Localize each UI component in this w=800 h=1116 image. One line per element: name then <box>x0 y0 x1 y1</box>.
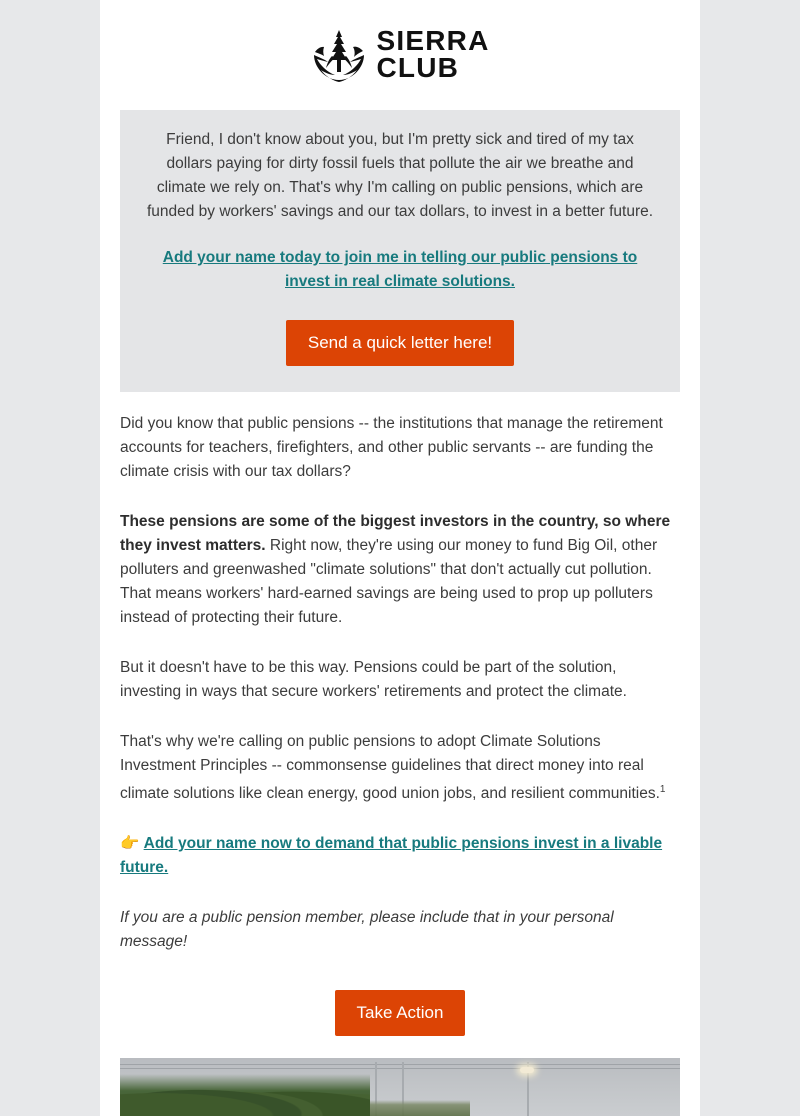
email-body <box>100 0 700 1116</box>
body-paragraph-4 <box>120 722 680 814</box>
pointing-hand-icon: 👉 <box>120 835 140 853</box>
secondary-link-paragraph <box>120 824 680 888</box>
footnote-marker: 1 <box>659 784 666 795</box>
pension-member-note: If you are a public pension member, please include that in your personal message! <box>120 909 614 951</box>
tree-canopy <box>120 1074 370 1116</box>
power-line-upper <box>120 1064 680 1065</box>
power-line-lower <box>120 1068 680 1069</box>
send-letter-button[interactable]: Send a quick letter here! <box>286 320 514 366</box>
take-action-button[interactable]: Take Action <box>335 990 466 1036</box>
sierra-club-logo[interactable] <box>311 26 490 84</box>
logo-text-line2: CLUB <box>376 52 460 83</box>
take-action-container <box>100 972 700 1058</box>
body-paragraph-4-text: That's why we're calling on public pensions to adopt Climate Solutions Investment Principles -- commonsense guidelines that direct money into real climate solutions like clean energy, good union jobs, and resilient communities. <box>120 733 660 803</box>
add-your-name-link[interactable]: Add your name now to demand that public pensions invest in a livable future. <box>120 835 663 877</box>
body-paragraph-1: Did you know that public pensions -- the institutions that manage the retirement accounts for teachers, firefighters, and other public servants -- are funding the climate crisis with our tax dollars? <box>120 415 663 480</box>
intro-signup-link[interactable]: Add your name today to join me in telling our public pensions to invest in real climate solutions. <box>162 249 638 290</box>
body-paragraph-3: But it doesn't have to be this way. Pensions could be part of the solution, investing in ways that secure workers' retirements and protect the climate. <box>120 659 627 700</box>
body-paragraph-2-bold: These pensions are some of the biggest investors in the country, so where they invest matters. <box>120 513 671 554</box>
footer-photo <box>120 1058 680 1116</box>
email-main-content <box>100 392 700 962</box>
body-paragraph-2-rest: Right now, they're using our money to fund Big Oil, other polluters and greenwashed "climate solutions" that don't actually cut pollution. That means workers' hard-earned savings are being used to prop up polluters instead of protecting their future. <box>120 537 658 626</box>
intro-paragraph: Friend, I don't know about you, but I'm pretty sick and tired of my tax dollars paying for dirty fossil fuels that pollute the air we breathe and climate we rely on. That's why I'm calling on public pensions, which are funded by workers' savings and our tax dollars, to invest in a better future. <box>146 131 654 220</box>
sierra-club-wordmark <box>376 25 490 83</box>
intro-cta-container <box>146 320 654 366</box>
intro-link-container <box>146 246 654 294</box>
streetlight-lamp-icon <box>520 1067 534 1073</box>
email-header <box>100 0 700 110</box>
sierra-club-sequoia-logo-icon <box>311 26 367 84</box>
body-paragraph-2 <box>120 502 680 638</box>
intro-panel <box>120 110 680 392</box>
logo-text-line1: SIERRA <box>376 25 490 57</box>
